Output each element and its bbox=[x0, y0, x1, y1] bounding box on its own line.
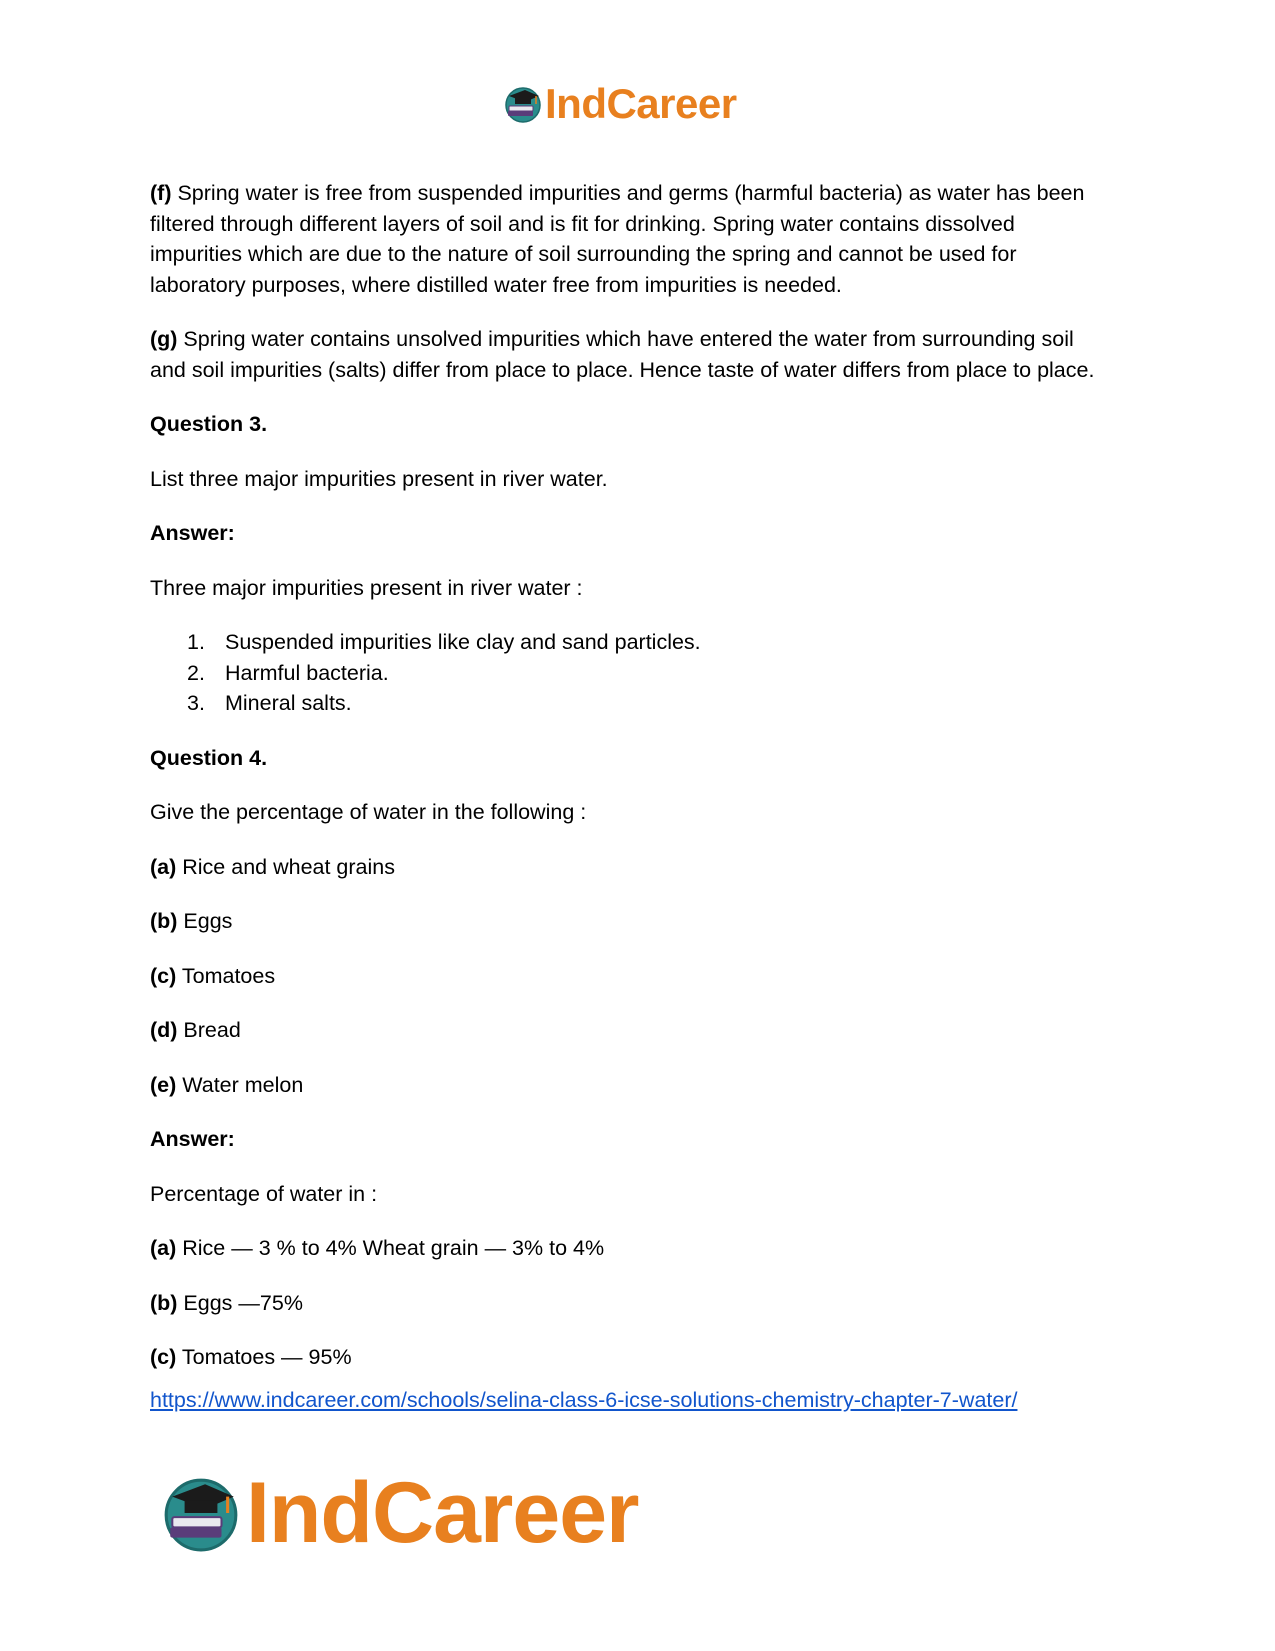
paragraph-g-text: Spring water contains unsolved impurities which have entered the water from surrounding soil and soil impurities (salts) differ from place to place. Hence taste of water differs from place to place. bbox=[150, 327, 1095, 382]
list-item bbox=[150, 627, 1110, 658]
list-item-text: Suspended impurities like clay and sand particles. bbox=[225, 630, 701, 654]
answer-text: Tomatoes — 95% bbox=[176, 1345, 352, 1369]
question-4-option-c bbox=[150, 961, 1110, 992]
option-label: (a) bbox=[150, 854, 177, 879]
impurities-list bbox=[150, 627, 1110, 719]
question-4-option-a bbox=[150, 852, 1110, 883]
option-text: Bread bbox=[177, 1018, 241, 1042]
list-item-number: 3. bbox=[187, 691, 205, 715]
list-item-text: Mineral salts. bbox=[225, 691, 352, 715]
option-label: (e) bbox=[150, 1072, 177, 1097]
paragraph-f-label: (f) bbox=[150, 181, 172, 205]
question-4-answer-a bbox=[150, 1233, 1110, 1264]
question-4-answer-c bbox=[150, 1342, 1110, 1373]
question-4-option-e bbox=[150, 1070, 1110, 1101]
question-4-answer-intro: Percentage of water in : bbox=[150, 1181, 378, 1206]
question-4-option-d bbox=[150, 1015, 1110, 1046]
paragraph-f bbox=[150, 178, 1110, 300]
question-4-answer-heading: Answer: bbox=[150, 1127, 235, 1151]
list-item bbox=[150, 658, 1110, 689]
main-content bbox=[150, 178, 1110, 1415]
question-4-answer-b bbox=[150, 1288, 1110, 1319]
list-item-number: 2. bbox=[187, 660, 205, 685]
list-item-text: Harmful bacteria. bbox=[225, 660, 389, 685]
option-label: (b) bbox=[150, 909, 178, 933]
paragraph-g-label: (g) bbox=[150, 327, 178, 351]
header-logo-text: IndCareer bbox=[545, 80, 737, 127]
answer-label: (b) bbox=[150, 1290, 178, 1315]
graduation-cap-books-globe-icon bbox=[160, 1472, 242, 1554]
answer-label: (a) bbox=[150, 1236, 177, 1260]
answer-label: (c) bbox=[150, 1345, 177, 1369]
footer-logo bbox=[160, 1465, 639, 1561]
list-item-number: 1. bbox=[187, 630, 205, 654]
question-3-answer-intro: Three major impurities present in river water : bbox=[150, 575, 583, 600]
question-4-option-b bbox=[150, 906, 1110, 937]
question-3-heading: Question 3. bbox=[150, 412, 268, 436]
question-3-answer-heading: Answer: bbox=[150, 521, 235, 545]
question-4-heading: Question 4. bbox=[150, 745, 268, 770]
list-item bbox=[150, 688, 1110, 719]
paragraph-f-text: Spring water is free from suspended impurities and germs (harmful bacteria) as water has been filtered through different layers of soil and is fit for drinking. Spring water contains dissolved impurities which are due to the nature of soil surrounding the spring and cannot be used for laboratory purposes, where distilled water free from impurities is needed. bbox=[150, 181, 1085, 297]
paragraph-g bbox=[150, 324, 1110, 385]
graduation-cap-books-globe-icon bbox=[503, 84, 543, 124]
answer-text: Eggs —75% bbox=[177, 1290, 303, 1315]
option-label: (c) bbox=[150, 963, 177, 988]
question-3-text: List three major impurities present in river water. bbox=[150, 466, 608, 491]
answer-text: Rice — 3 % to 4% Wheat grain — 3% to 4% bbox=[176, 1236, 605, 1260]
question-4-text: Give the percentage of water in the following : bbox=[150, 800, 587, 824]
option-text: Eggs bbox=[177, 909, 233, 933]
footer-logo-text: IndCareer bbox=[246, 1465, 639, 1561]
option-label: (d) bbox=[150, 1018, 178, 1042]
header-logo bbox=[503, 80, 737, 128]
option-text: Water melon bbox=[176, 1072, 304, 1097]
option-text: Tomatoes bbox=[176, 963, 276, 988]
source-url-link[interactable]: https://www.indcareer.com/schools/selina-class-6-icse-solutions-chemistry-chapter-7-water/ bbox=[150, 1387, 1018, 1412]
option-text: Rice and wheat grains bbox=[176, 854, 395, 879]
